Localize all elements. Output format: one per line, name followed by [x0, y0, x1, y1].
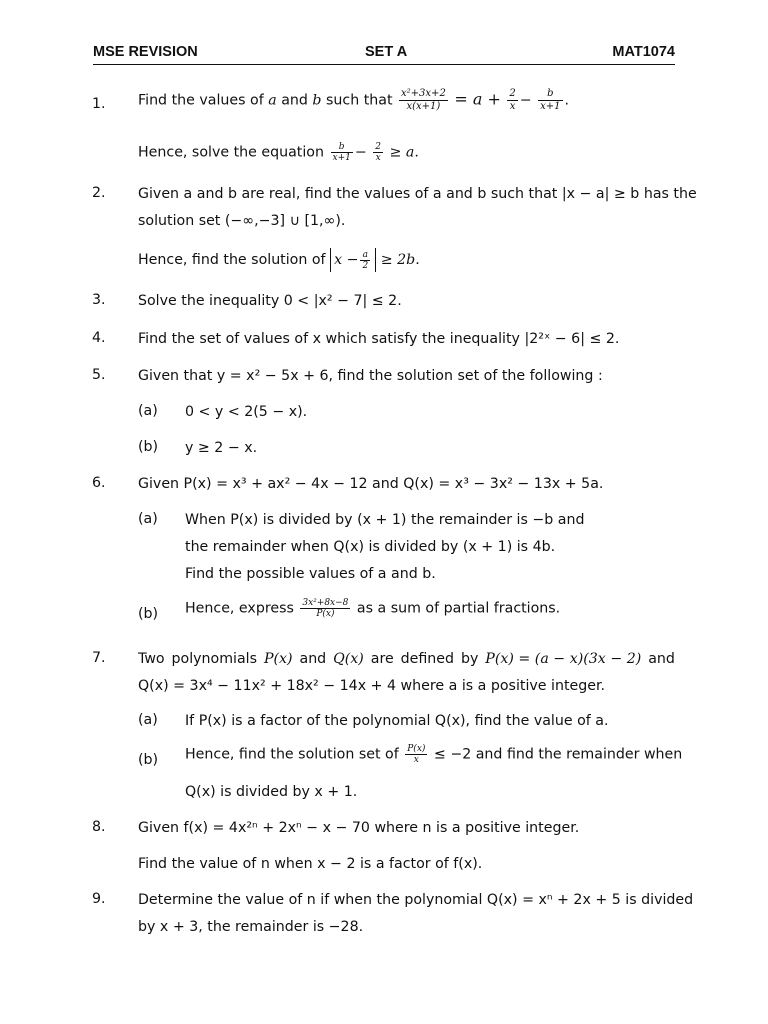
q5b-text: y ≥ 2 − x. — [185, 440, 258, 456]
word: Two — [138, 651, 165, 667]
text: Hence, find the solution of — [138, 252, 331, 268]
q6a-line3: Find the possible values of a and b. — [185, 566, 436, 582]
part-label: (a) — [138, 511, 158, 527]
q5-text: Given that y = x² − 5x + 6, find the solution set of the following : — [138, 368, 603, 384]
q6-text: Given P(x) = x³ + ax² − 4x − 12 and Q(x) = x³ − 3x² − 13x + 5a. — [138, 476, 604, 492]
question-number: 5. — [92, 367, 106, 383]
question-number: 7. — [92, 650, 106, 666]
expr: ≥ 2b. — [380, 252, 420, 268]
part-label: (a) — [138, 403, 158, 419]
question-number: 9. — [92, 891, 106, 907]
word: are — [370, 651, 394, 667]
text: Find the values of — [138, 92, 269, 109]
word: Q(x) — [333, 651, 364, 667]
q4-text: Find the set of values of x which satisfy the inequality |2²ˣ − 6| ≤ 2. — [138, 331, 620, 347]
question-number: 2. — [92, 185, 106, 201]
absolute-value: x − $\frac{a}{2}$ — [330, 248, 376, 272]
q8-line2: Find the value of n when x − 2 is a factor of f(x). — [138, 856, 483, 872]
word: and — [299, 651, 327, 667]
q7-line2: Q(x) = 3x⁴ − 11x² + 18x² − 14x + 4 where a is a positive integer. — [138, 678, 606, 694]
question-number: 3. — [92, 292, 106, 308]
question-number: 6. — [92, 475, 106, 491]
q1-line2 — [138, 142, 419, 163]
header-right: MAT1074 — [612, 44, 675, 60]
word: defined — [400, 651, 455, 667]
word: P(x) = (a − x)(3x − 2) — [485, 651, 642, 667]
text: Hence, solve the equation — [138, 144, 329, 161]
q1-line1 — [138, 88, 569, 113]
q9-line1: Determine the value of n if when the polynomial Q(x) = xⁿ + 2x + 5 is divided — [138, 892, 694, 908]
q7a-text: If P(x) is a factor of the polynomial Q(x), find the value of a. — [185, 713, 609, 729]
q6a-line1: When P(x) is divided by (x + 1) the remainder is −b and — [185, 512, 585, 528]
page-header — [93, 44, 675, 65]
fraction: $\frac{P(x)}{x}$ — [407, 744, 426, 765]
text: and — [276, 92, 313, 109]
word: P(x) — [263, 651, 293, 667]
fraction: $\frac{a}{2}$ — [362, 249, 369, 271]
text: as a sum of partial fractions. — [352, 600, 561, 617]
header-center: SET A — [365, 44, 408, 60]
part-label: (a) — [138, 712, 158, 728]
q6b-text — [185, 598, 560, 619]
q7-line1 — [138, 650, 675, 668]
fraction: $\frac{2}{x}$ — [375, 142, 381, 163]
word: polynomials — [171, 651, 258, 667]
fraction: $\frac{b}{x+1}$ — [540, 88, 561, 112]
punct: . — [564, 92, 570, 109]
operator: − — [354, 144, 367, 161]
word: and — [648, 651, 675, 667]
q2-line3 — [138, 248, 420, 272]
question-number: 8. — [92, 819, 106, 835]
text: ≤ −2 and find the remainder when — [429, 746, 683, 763]
expr: = a + — [454, 89, 501, 109]
expr: ≥ a. — [389, 144, 419, 161]
q2-line2: solution set (−∞,−3] ∪ [1,∞). — [138, 213, 346, 229]
part-label: (b) — [138, 606, 159, 622]
q2-line1: Given a and b are real, find the values of a and b such that |x − a| ≥ b has the — [138, 186, 697, 202]
q7b-line1 — [185, 744, 682, 765]
part-label: (b) — [138, 752, 159, 768]
q5a-text: 0 < y < 2(5 − x). — [185, 404, 308, 420]
fraction: $\frac{\text{3x²+8x−8}}{P(x)}$ — [302, 598, 349, 619]
question-number: 1. — [92, 96, 106, 112]
header-left: MSE REVISION — [93, 44, 198, 60]
word: by — [460, 651, 479, 667]
q3-text: Solve the inequality 0 < |x² − 7| ≤ 2. — [138, 293, 402, 309]
q6a-line2: the remainder when Q(x) is divided by (x + 1) is 4b. — [185, 539, 556, 555]
fraction: $\frac{\text{x²+3x+2}}{x(x+1)}$ — [401, 88, 446, 112]
q7b-line2: Q(x) is divided by x + 1. — [185, 784, 358, 800]
text: such that — [321, 92, 398, 109]
fraction: $\frac{b}{x+1}$ — [332, 142, 351, 163]
var: b — [312, 92, 322, 109]
q8-line1: Given f(x) = 4x²ⁿ + 2xⁿ − x − 70 where n is a positive integer. — [138, 820, 580, 836]
part-label: (b) — [138, 439, 159, 455]
text: Hence, express — [185, 600, 299, 617]
fraction: $\frac{2}{x}$ — [509, 88, 516, 112]
var: a — [268, 92, 277, 109]
q9-line2: by x + 3, the remainder is −28. — [138, 919, 364, 935]
question-number: 4. — [92, 330, 106, 346]
text: Hence, find the solution set of — [185, 746, 404, 763]
operator: − — [519, 92, 532, 109]
